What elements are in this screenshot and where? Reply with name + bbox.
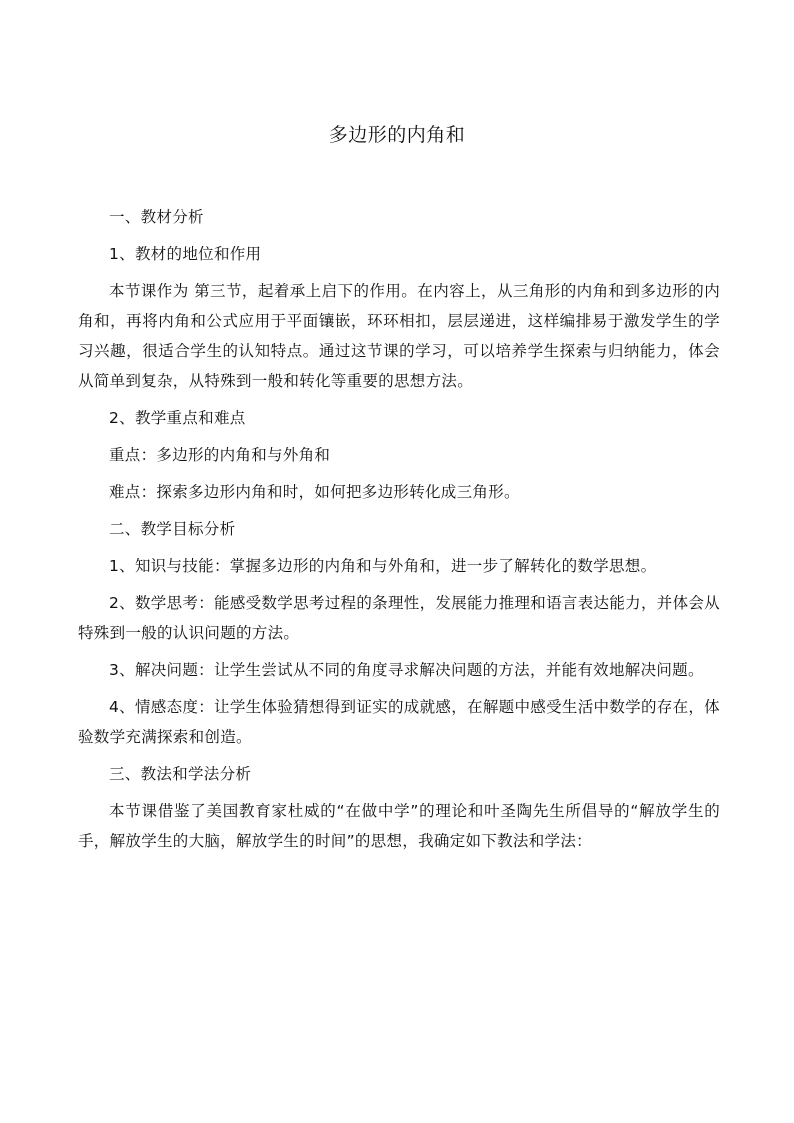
paragraph-goal-problem-solving: 3、解决问题：让学生尝试从不同的角度寻求解决问题的方法，并能有效地解决问题。	[109, 661, 704, 679]
paragraph-textbook-role: 本节课作为 第三节，起着承上启下的作用。在内容上，从三角形的内角和到多边形的内角和，再将内角和公式应用于平面镶嵌，环环相扣，层层递进，这样编排易于激发学生的学习兴趣，很适合学生的认知特点。通过这节课的学习，可以培养学生探索与归纳能力，体会从简单到复杂，从特殊到一般和转化等重要的思想方法。	[78, 282, 720, 390]
section-heading-teaching-methods: 三、教法和学法分析	[109, 765, 252, 783]
paragraph-goal-thinking: 2、数学思考：能感受数学思考过程的条理性，发展能力推理和语言表达能力，并体会从特殊到一般的认识问题的方法。	[78, 594, 720, 642]
paragraph-goal-attitude: 4、情感态度：让学生体验猜想得到证实的成就感，在解题中感受生活中数学的存在，体验数学充满探索和创造。	[78, 698, 720, 746]
subheading-key-points: 2、教学重点和难点	[109, 409, 246, 427]
paragraph-teaching-methods: 本节课借鉴了美国教育家杜威的“在做中学”的理论和叶圣陶先生所倡导的“解放学生的手，解放学生的大脑，解放学生的时间”的思想，我确定如下教法和学法：	[78, 802, 720, 850]
paragraph-key-point: 重点：多边形的内角和与外角和	[109, 446, 331, 464]
document-body	[78, 202, 720, 863]
section-heading-teaching-goals: 二、教学目标分析	[109, 520, 236, 538]
section-heading-textbook-analysis: 一、教材分析	[109, 208, 204, 226]
document-title: 多边形的内角和	[328, 124, 466, 146]
paragraph-difficult-point: 难点：探索多边形内角和时，如何把多边形转化成三角形。	[109, 483, 520, 501]
subheading-textbook-role: 1、教材的地位和作用	[109, 245, 262, 263]
paragraph-goal-knowledge: 1、知识与技能：掌握多边形的内角和与外角和，进一步了解转化的数学思想。	[109, 557, 657, 575]
